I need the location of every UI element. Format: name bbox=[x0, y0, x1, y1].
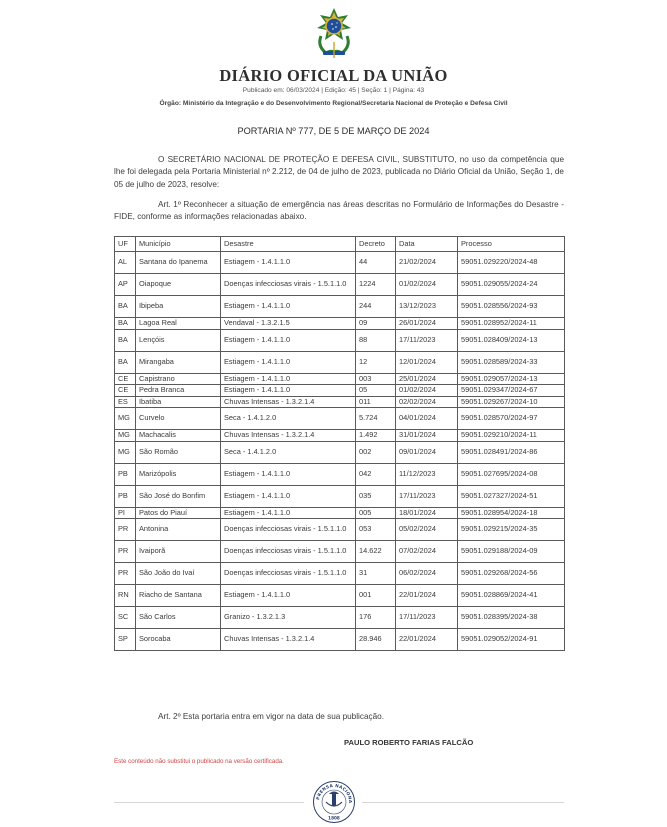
cell-uf: PR bbox=[115, 541, 136, 563]
cell-processo: 59051.028954/2024-18 bbox=[458, 507, 565, 519]
seal-top-text: PRENSA NACIONA bbox=[315, 782, 354, 804]
cell-decreto: 12 bbox=[356, 351, 396, 373]
column-header-data: Data bbox=[396, 237, 458, 252]
cell-data: 11/12/2023 bbox=[396, 463, 458, 485]
cell-decreto: 14.622 bbox=[356, 541, 396, 563]
table-row bbox=[115, 430, 565, 442]
cell-municipio: São Romão bbox=[136, 441, 221, 463]
cell-processo: 59051.028395/2024-38 bbox=[458, 607, 565, 629]
cell-data: 17/11/2023 bbox=[396, 485, 458, 507]
table-row bbox=[115, 385, 565, 397]
table-row bbox=[115, 463, 565, 485]
cell-desastre: Chuvas Intensas - 1.3.2.1.4 bbox=[221, 430, 356, 442]
cell-data: 18/01/2024 bbox=[396, 507, 458, 519]
article-1-paragraph: Art. 1º Reconhecer a situação de emergência nas áreas descritas no Formulário de Informações do Desastre - FIDE, conforme as informações relacionadas abaixo. bbox=[114, 200, 564, 222]
column-header-municipio: Município bbox=[136, 237, 221, 252]
cell-decreto: 002 bbox=[356, 441, 396, 463]
cell-desastre: Doenças infecciosas virais - 1.5.1.1.0 bbox=[221, 541, 356, 563]
cell-decreto: 176 bbox=[356, 607, 396, 629]
cell-processo: 59051.029055/2024-24 bbox=[458, 274, 565, 296]
cell-municipio: Capistrano bbox=[136, 373, 221, 385]
cell-processo: 59051.028952/2024-11 bbox=[458, 318, 565, 330]
cell-municipio: Ivaiporã bbox=[136, 541, 221, 563]
cell-desastre: Seca - 1.4.1.2.0 bbox=[221, 408, 356, 430]
cell-processo: 59051.029268/2024-56 bbox=[458, 563, 565, 585]
cell-processo: 59051.028589/2024-33 bbox=[458, 351, 565, 373]
cell-uf: ES bbox=[115, 396, 136, 408]
cell-data: 26/01/2024 bbox=[396, 318, 458, 330]
cell-data: 21/02/2024 bbox=[396, 252, 458, 274]
publication-info: Publicado em: 06/03/2024 | Edição: 45 | Seção: 1 | Página: 43 bbox=[242, 87, 425, 94]
cell-decreto: 28.946 bbox=[356, 629, 396, 651]
table-row bbox=[115, 485, 565, 507]
cell-desastre: Estiagem - 1.4.1.1.0 bbox=[221, 507, 356, 519]
cell-decreto: 011 bbox=[356, 396, 396, 408]
cell-data: 31/01/2024 bbox=[396, 430, 458, 442]
cell-processo: 59051.027327/2024-51 bbox=[458, 485, 565, 507]
table-body bbox=[115, 252, 565, 651]
cell-processo: 59051.029210/2024-11 bbox=[458, 430, 565, 442]
cell-uf: BA bbox=[115, 296, 136, 318]
cell-uf: MG bbox=[115, 408, 136, 430]
portaria-title: PORTARIA Nº 777, DE 5 DE MARÇO DE 2024 bbox=[237, 126, 430, 136]
article-2-paragraph: Art. 2º Esta portaria entra em vigor na data de sua publicação. bbox=[158, 712, 384, 721]
table-row bbox=[115, 252, 565, 274]
cell-uf: RN bbox=[115, 585, 136, 607]
cell-desastre: Chuvas Intensas - 1.3.2.1.4 bbox=[221, 629, 356, 651]
cell-processo: 59051.028570/2024-97 bbox=[458, 408, 565, 430]
cell-uf: PB bbox=[115, 485, 136, 507]
cell-processo: 59051.029057/2024-13 bbox=[458, 373, 565, 385]
cell-municipio: Ibatiba bbox=[136, 396, 221, 408]
cell-municipio: São José do Bonfim bbox=[136, 485, 221, 507]
column-header-desastre: Desastre bbox=[221, 237, 356, 252]
cell-uf: AL bbox=[115, 252, 136, 274]
cell-decreto: 053 bbox=[356, 519, 396, 541]
cell-processo: 59051.029188/2024-09 bbox=[458, 541, 565, 563]
cell-uf: AP bbox=[115, 274, 136, 296]
footer-divider-right bbox=[362, 802, 564, 803]
emergency-areas-table bbox=[114, 236, 565, 651]
cell-decreto: 244 bbox=[356, 296, 396, 318]
cell-uf: PR bbox=[115, 519, 136, 541]
cell-decreto: 035 bbox=[356, 485, 396, 507]
cell-desastre: Doenças infecciosas virais - 1.5.1.1.0 bbox=[221, 274, 356, 296]
cell-processo: 59051.029220/2024-48 bbox=[458, 252, 565, 274]
cell-decreto: 005 bbox=[356, 507, 396, 519]
cell-municipio: Oiapoque bbox=[136, 274, 221, 296]
table-row bbox=[115, 441, 565, 463]
cell-uf: CE bbox=[115, 373, 136, 385]
gazette-title: DIÁRIO OFICIAL DA UNIÃO bbox=[219, 66, 448, 85]
cell-data: 07/02/2024 bbox=[396, 541, 458, 563]
cell-uf: CE bbox=[115, 385, 136, 397]
cell-decreto: 44 bbox=[356, 252, 396, 274]
cell-desastre: Granizo - 1.3.2.1.3 bbox=[221, 607, 356, 629]
cell-municipio: Lagoa Real bbox=[136, 318, 221, 330]
cell-municipio: Pedra Branca bbox=[136, 385, 221, 397]
cell-desastre: Seca - 1.4.1.2.0 bbox=[221, 441, 356, 463]
cell-uf: BA bbox=[115, 318, 136, 330]
cell-municipio: Ibipeba bbox=[136, 296, 221, 318]
cell-data: 17/11/2023 bbox=[396, 329, 458, 351]
table-row bbox=[115, 519, 565, 541]
cell-municipio: Marizópolis bbox=[136, 463, 221, 485]
cell-desastre: Estiagem - 1.4.1.1.0 bbox=[221, 463, 356, 485]
cell-data: 02/02/2024 bbox=[396, 396, 458, 408]
table-row bbox=[115, 329, 565, 351]
cell-desastre: Estiagem - 1.4.1.1.0 bbox=[221, 373, 356, 385]
cell-desastre: Estiagem - 1.4.1.1.0 bbox=[221, 485, 356, 507]
cell-uf: MG bbox=[115, 441, 136, 463]
table-row bbox=[115, 373, 565, 385]
cell-desastre: Estiagem - 1.4.1.1.0 bbox=[221, 385, 356, 397]
cell-data: 25/01/2024 bbox=[396, 373, 458, 385]
cell-decreto: 1224 bbox=[356, 274, 396, 296]
cell-data: 05/02/2024 bbox=[396, 519, 458, 541]
cell-decreto: 1.492 bbox=[356, 430, 396, 442]
cell-uf: PB bbox=[115, 463, 136, 485]
cell-decreto: 001 bbox=[356, 585, 396, 607]
signature-name: PAULO ROBERTO FARIAS FALCÃO bbox=[344, 738, 474, 747]
table-row bbox=[115, 507, 565, 519]
cell-municipio: Sorocaba bbox=[136, 629, 221, 651]
certification-disclaimer: Este conteúdo não substitui o publicado na versão certificada. bbox=[114, 758, 284, 765]
cell-uf: BA bbox=[115, 351, 136, 373]
cell-municipio: Riacho de Santana bbox=[136, 585, 221, 607]
table-row bbox=[115, 351, 565, 373]
table-row bbox=[115, 296, 565, 318]
cell-data: 01/02/2024 bbox=[396, 385, 458, 397]
cell-desastre: Chuvas Intensas - 1.3.2.1.4 bbox=[221, 396, 356, 408]
cell-desastre: Estiagem - 1.4.1.1.0 bbox=[221, 296, 356, 318]
cell-decreto: 5.724 bbox=[356, 408, 396, 430]
table-row bbox=[115, 408, 565, 430]
cell-data: 04/01/2024 bbox=[396, 408, 458, 430]
table-row bbox=[115, 585, 565, 607]
cell-processo: 59051.027695/2024-08 bbox=[458, 463, 565, 485]
cell-uf: SP bbox=[115, 629, 136, 651]
cell-desastre: Doenças infecciosas virais - 1.5.1.1.0 bbox=[221, 563, 356, 585]
brazil-coat-of-arms-icon bbox=[313, 6, 355, 60]
cell-uf: BA bbox=[115, 329, 136, 351]
cell-data: 22/01/2024 bbox=[396, 585, 458, 607]
column-header-processo: Processo bbox=[458, 237, 565, 252]
cell-data: 22/01/2024 bbox=[396, 629, 458, 651]
cell-municipio: Patos do Piauí bbox=[136, 507, 221, 519]
cell-municipio: São João do Ivaí bbox=[136, 563, 221, 585]
cell-decreto: 31 bbox=[356, 563, 396, 585]
cell-data: 12/01/2024 bbox=[396, 351, 458, 373]
cell-municipio: São Carlos bbox=[136, 607, 221, 629]
cell-processo: 59051.028491/2024-86 bbox=[458, 441, 565, 463]
cell-data: 01/02/2024 bbox=[396, 274, 458, 296]
cell-uf: SC bbox=[115, 607, 136, 629]
cell-uf: PI bbox=[115, 507, 136, 519]
cell-municipio: Curvelo bbox=[136, 408, 221, 430]
cell-processo: 59051.028869/2024-41 bbox=[458, 585, 565, 607]
table-row bbox=[115, 629, 565, 651]
table-row bbox=[115, 318, 565, 330]
cell-processo: 59051.029052/2024-91 bbox=[458, 629, 565, 651]
cell-processo: 59051.028556/2024-93 bbox=[458, 296, 565, 318]
cell-uf: PR bbox=[115, 563, 136, 585]
cell-uf: MG bbox=[115, 430, 136, 442]
cell-municipio: Santana do Ipanema bbox=[136, 252, 221, 274]
cell-data: 06/02/2024 bbox=[396, 563, 458, 585]
cell-desastre: Estiagem - 1.4.1.1.0 bbox=[221, 252, 356, 274]
cell-municipio: Antonina bbox=[136, 519, 221, 541]
issuing-organ: Órgão: Ministério da Integração e do Desenvolvimento Regional/Secretaria Nacional de Proteção e Defesa Civil bbox=[159, 100, 508, 107]
column-header-decreto: Decreto bbox=[356, 237, 396, 252]
table-row bbox=[115, 563, 565, 585]
cell-decreto: 09 bbox=[356, 318, 396, 330]
column-header-uf: UF bbox=[115, 237, 136, 252]
cell-municipio: Lençóis bbox=[136, 329, 221, 351]
cell-desastre: Estiagem - 1.4.1.1.0 bbox=[221, 585, 356, 607]
table-row bbox=[115, 396, 565, 408]
cell-processo: 59051.029347/2024-67 bbox=[458, 385, 565, 397]
cell-processo: 59051.029267/2024-10 bbox=[458, 396, 565, 408]
table-row bbox=[115, 607, 565, 629]
preamble-paragraph: O SECRETÁRIO NACIONAL DE PROTEÇÃO E DEFESA CIVIL, SUBSTITUTO, no uso da competência que lhe foi delegada pela Portaria Ministerial nº 2.212, de 04 de julho de 2023, publicada no Diário Oficial da União, Seção 1, de 05 de julho de 2023, resolve: bbox=[114, 155, 564, 189]
cell-municipio: Machacalis bbox=[136, 430, 221, 442]
cell-data: 09/01/2024 bbox=[396, 441, 458, 463]
table-header-row bbox=[115, 237, 565, 252]
cell-desastre: Estiagem - 1.4.1.1.0 bbox=[221, 351, 356, 373]
cell-decreto: 05 bbox=[356, 385, 396, 397]
seal-year: 1808 bbox=[328, 815, 340, 821]
imprensa-nacional-seal-icon bbox=[312, 780, 356, 824]
cell-decreto: 042 bbox=[356, 463, 396, 485]
cell-desastre: Vendaval - 1.3.2.1.5 bbox=[221, 318, 356, 330]
cell-desastre: Estiagem - 1.4.1.1.0 bbox=[221, 329, 356, 351]
table-row bbox=[115, 541, 565, 563]
table-row bbox=[115, 274, 565, 296]
cell-data: 17/11/2023 bbox=[396, 607, 458, 629]
cell-processo: 59051.029215/2024-35 bbox=[458, 519, 565, 541]
cell-processo: 59051.028409/2024-13 bbox=[458, 329, 565, 351]
footer-divider-left bbox=[114, 802, 304, 803]
cell-decreto: 003 bbox=[356, 373, 396, 385]
cell-desastre: Doenças infecciosas virais - 1.5.1.1.0 bbox=[221, 519, 356, 541]
cell-data: 13/12/2023 bbox=[396, 296, 458, 318]
cell-municipio: Mirangaba bbox=[136, 351, 221, 373]
cell-decreto: 88 bbox=[356, 329, 396, 351]
